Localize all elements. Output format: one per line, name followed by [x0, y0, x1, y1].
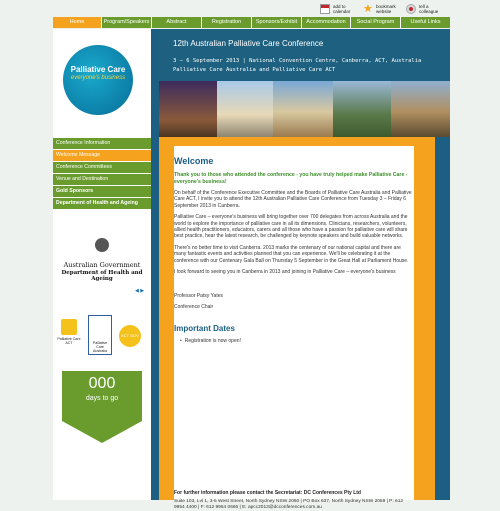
nav-home[interactable]: Home [53, 17, 102, 28]
logo-title: Palliative Care [70, 65, 126, 74]
nav-social[interactable]: Social Program [351, 17, 401, 28]
sponsor-logo-pca[interactable] [88, 315, 112, 355]
nav-registration[interactable]: Registration [202, 17, 252, 28]
utility-label: bookmark website [376, 4, 396, 14]
utility-label: add to calendar [333, 4, 351, 14]
carousel-arrows[interactable]: ◀ ▶ [135, 288, 145, 294]
sponsor-label: Palliative Care Australia [92, 341, 108, 353]
photo-landscape [333, 81, 391, 137]
important-dates-heading: Important Dates [174, 324, 235, 334]
photo-flag-building [217, 81, 273, 137]
gov-line2: Department of Health and Ageing [61, 270, 143, 282]
countdown-label: days to go [85, 395, 119, 402]
banner-organisers: Palliative Care Australia and Palliative Care ACT [173, 67, 336, 73]
photo-parliament-night [159, 81, 217, 137]
add-to-calendar-link[interactable] [320, 2, 363, 16]
page-frame [53, 29, 450, 510]
sidebar-heading-gold-sponsors: Gold Sponsors [53, 186, 151, 197]
bookmark-website-link[interactable] [363, 2, 406, 16]
welcome-paragraph-2: Palliative Care – everyone's business will bring together over 700 delegates from across Australia and the world to explore the importance of palliative care in all its dimensions. Clinicians, researchers, volunteers, allied health practitioners, educators, carers and all those who have a passion for palliative care will share best practice, hear the latest research, be challenged by keynote speakers and build valuable networks. [174, 214, 408, 240]
sidebar-menu [53, 138, 151, 210]
photo-strip [159, 81, 450, 137]
countdown-badge [62, 371, 142, 421]
sponsor-label: Palliative Care ACT [57, 337, 81, 345]
conference-banner [159, 29, 450, 81]
countdown-number: 000 [88, 375, 116, 392]
welcome-paragraph-1: On behalf of the Conference Executive Committee and the Boards of Palliative Care Australia and Palliative Care ACT, I invite you to attend the 12th Australian Palliative Care Conference from Tuesday 3 – Friday 6 September 2013 in Canberra. [174, 190, 412, 209]
calendar-icon [320, 4, 330, 14]
australian-government-logo[interactable] [55, 236, 149, 294]
photo-city [391, 81, 450, 137]
nav-sponsors[interactable]: Sponsors/Exhibit [252, 17, 302, 28]
sidebar [53, 29, 151, 500]
nav-program[interactable]: Program/Speakers [102, 17, 152, 28]
welcome-paragraph-4: I look forward to seeing you in Canberra in 2013 and joining in Palliative Care – everyone's business [174, 269, 396, 276]
logo-tagline: everyone's business [70, 75, 126, 81]
photo-memorial [273, 81, 333, 137]
sidebar-item-committees[interactable]: Conference Committees [53, 162, 151, 173]
thank-you-message: Thank you to those who attended the conference - you have truly helped make Palliative Care - everyone's business! [174, 172, 408, 185]
sponsor-logos [53, 311, 151, 369]
nav-accommodation[interactable]: Accommodation [302, 17, 351, 28]
pc-act-icon [61, 319, 77, 335]
nav-links[interactable]: Useful Links [401, 17, 450, 28]
sidebar-item-welcome[interactable]: Welcome Message [53, 150, 151, 161]
nav-abstract[interactable]: Abstract [152, 17, 202, 28]
important-date-item: • Registration is now open! [180, 338, 414, 344]
banner-dates: 3 – 6 September 2013 | National Convention Centre, Canberra, ACT, Australia [173, 58, 422, 64]
sponsor-logo-pc-act[interactable] [57, 319, 81, 353]
page-title: Welcome [174, 156, 214, 166]
footer-heading: For further information please contact the Secretariat: DC Conferences Pty Ltd [174, 490, 361, 496]
blue-stripe-left [151, 29, 159, 500]
colleague-icon [406, 4, 416, 14]
sidebar-item-conference-info[interactable]: Conference Information [53, 138, 151, 149]
sidebar-item-venue[interactable]: Venue and Destination [53, 174, 151, 185]
sponsor-logo-act-gov[interactable]: ACT GOV [119, 325, 141, 347]
sidebar-heading-health-ageing: Department of Health and Ageing [53, 198, 151, 209]
signature-role: Conference Chair [174, 304, 214, 311]
main-nav [53, 17, 450, 28]
countdown-arrow [62, 421, 142, 443]
footer-address: Suite 103, Lvl 1, 3-5 West Street, North Sydney NSW 2060 | PO Box 637, North Sydney NSW 2059 | P: 612 9954 4400 | F: 612 9954 0666 | E: apcc2013@dcconferences.com.au [174, 499, 404, 510]
crest-icon [95, 238, 109, 252]
signature-name: Professor Patsy Yates [174, 293, 224, 300]
utility-bar [320, 2, 450, 16]
welcome-paragraph-3: There's no better time to visit Canberra. 2013 marks the centenary of our national capital and there are many fantastic events and activities planned that you can experience. We'll be celebrating it at the conference with our Centenary Gala Ball on Thursday 5 September in the Great Hall at Parliament House. [174, 244, 409, 264]
star-icon: ★ [363, 3, 373, 15]
utility-label: tell a colleague [419, 4, 439, 14]
tell-colleague-link[interactable] [406, 2, 449, 16]
conference-logo[interactable] [57, 33, 147, 135]
gov-line1: Australian Government [63, 261, 141, 269]
banner-title: 12th Australian Palliative Care Conference [173, 39, 324, 48]
footer-contact [174, 490, 414, 511]
main-content [174, 146, 414, 510]
